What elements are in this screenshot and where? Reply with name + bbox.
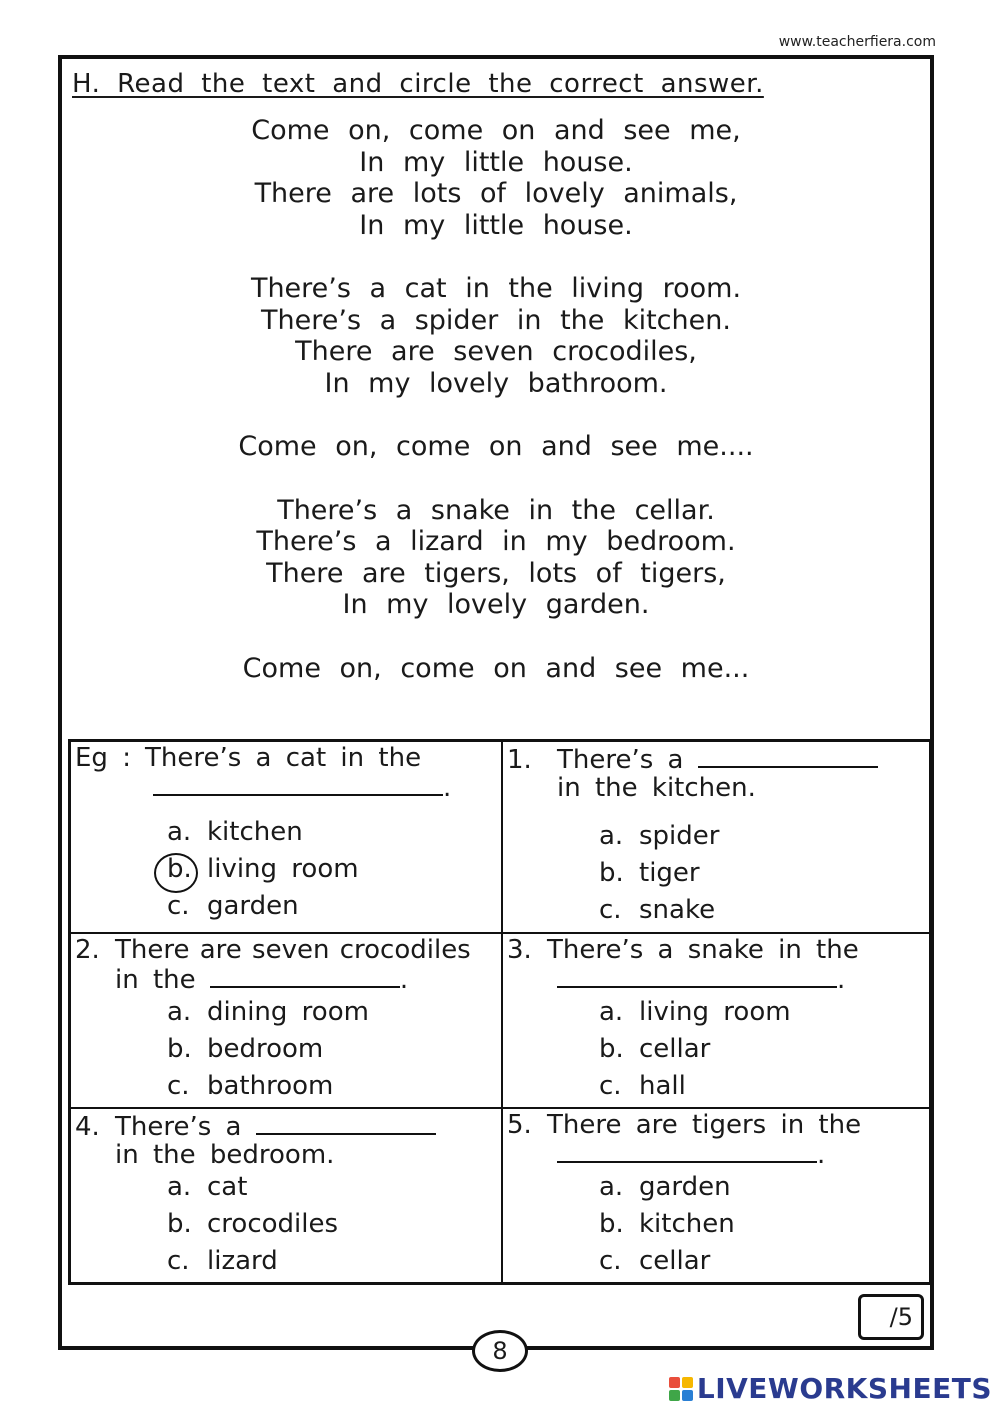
watermark-url: www.teacherfiera.com bbox=[778, 34, 936, 50]
option-letter: b. bbox=[167, 1209, 192, 1239]
option-text: living room bbox=[639, 997, 791, 1027]
option-letter: c. bbox=[167, 1071, 190, 1101]
question-example bbox=[71, 742, 503, 934]
poem-stanza bbox=[62, 273, 930, 399]
poem-stanza bbox=[62, 115, 930, 241]
option-text: cellar bbox=[639, 1034, 711, 1064]
option-text: hall bbox=[639, 1071, 686, 1101]
poem-line: There are tigers, lots of tigers, bbox=[266, 557, 726, 589]
option-letter: a. bbox=[599, 997, 624, 1027]
answer-blank bbox=[557, 964, 837, 988]
option-text: kitchen bbox=[639, 1209, 735, 1239]
option-text: cat bbox=[207, 1172, 248, 1202]
question-stem-end: . bbox=[443, 773, 452, 803]
option-text: bathroom bbox=[207, 1071, 334, 1101]
poem-line: Come on, come on and see me... bbox=[242, 652, 750, 684]
options-list bbox=[167, 814, 359, 925]
answer-blank bbox=[256, 1111, 436, 1135]
question-stem: There are tigers in the bbox=[547, 1110, 862, 1140]
option-letter: c. bbox=[599, 1071, 622, 1101]
worksheet-frame bbox=[58, 55, 934, 1365]
option-letter: a. bbox=[599, 1172, 624, 1202]
answer-blank bbox=[210, 964, 400, 988]
option-letter: b. bbox=[599, 1034, 624, 1064]
answer-blank bbox=[557, 1139, 817, 1163]
option-b[interactable] bbox=[599, 1206, 735, 1243]
option-b[interactable] bbox=[599, 855, 719, 892]
option-a[interactable] bbox=[167, 814, 359, 851]
question-4 bbox=[71, 1109, 503, 1282]
poem-line: Come on, come on and see me.... bbox=[238, 431, 754, 462]
question-stem: There’s a snake in the bbox=[547, 935, 859, 965]
poem-stanza bbox=[62, 495, 930, 621]
options-list bbox=[167, 1169, 338, 1280]
option-c[interactable] bbox=[167, 1068, 369, 1105]
option-b[interactable] bbox=[167, 1031, 369, 1068]
option-a[interactable] bbox=[167, 994, 369, 1031]
question-stem-end: in the bedroom. bbox=[115, 1140, 335, 1170]
question-5 bbox=[503, 1109, 929, 1282]
question-number: 4. bbox=[75, 1112, 100, 1142]
question-text bbox=[507, 744, 923, 802]
option-a[interactable] bbox=[599, 994, 791, 1031]
option-b[interactable] bbox=[599, 1031, 791, 1068]
option-letter: c. bbox=[599, 1246, 622, 1276]
answer-blank bbox=[698, 744, 878, 768]
poem-line: There are lots of lovely animals, bbox=[254, 178, 738, 209]
poem-text bbox=[62, 115, 930, 716]
option-a[interactable] bbox=[167, 1169, 338, 1206]
question-number: Eg : bbox=[75, 743, 131, 773]
option-letter: c. bbox=[167, 891, 190, 921]
options-list bbox=[599, 994, 791, 1105]
question-stem-end: . bbox=[837, 965, 846, 995]
poem-line: There’s a lizard in my bedroom. bbox=[256, 526, 736, 557]
question-text bbox=[75, 1111, 495, 1169]
poem-line: There’s a snake in the cellar. bbox=[277, 494, 715, 526]
option-letter: a. bbox=[167, 997, 192, 1027]
poem-line: In my little house. bbox=[359, 146, 633, 178]
question-stem: There are seven crocodiles bbox=[115, 935, 471, 965]
option-c[interactable] bbox=[167, 888, 359, 925]
question-stem-end: . bbox=[399, 965, 409, 995]
question-text bbox=[75, 936, 495, 994]
logo-grid-icon bbox=[669, 1377, 693, 1401]
option-text: spider bbox=[639, 821, 720, 851]
option-letter: b. bbox=[167, 1034, 192, 1064]
option-b[interactable] bbox=[167, 1206, 338, 1243]
option-a[interactable] bbox=[599, 818, 719, 855]
option-text: dining room bbox=[207, 997, 369, 1027]
options-list bbox=[599, 1169, 735, 1280]
option-c[interactable] bbox=[599, 1068, 791, 1105]
option-text: crocodiles bbox=[207, 1209, 339, 1239]
question-2 bbox=[71, 934, 503, 1109]
question-number: 1. bbox=[507, 745, 532, 775]
option-letter: c. bbox=[599, 895, 622, 925]
poem-refrain bbox=[62, 431, 930, 463]
option-letter: a. bbox=[599, 821, 624, 851]
option-text: tiger bbox=[639, 858, 700, 888]
questions-grid bbox=[68, 739, 932, 1285]
poem-line: In my lovely bathroom. bbox=[324, 367, 668, 399]
question-number: 2. bbox=[75, 935, 100, 965]
options-list bbox=[167, 994, 369, 1105]
poem-line: In my lovely garden. bbox=[342, 589, 650, 620]
question-3 bbox=[503, 934, 929, 1109]
brand-name: LIVEWORKSHEETS bbox=[696, 1372, 992, 1405]
option-a[interactable] bbox=[599, 1169, 735, 1206]
option-letter: a. bbox=[167, 1172, 192, 1202]
option-text: kitchen bbox=[207, 817, 303, 847]
instruction-heading: H. Read the text and circle the correct answer. bbox=[72, 69, 764, 99]
question-stem-mid: in the bbox=[115, 965, 196, 995]
poem-refrain bbox=[62, 653, 930, 685]
score-box: /5 bbox=[858, 1294, 924, 1340]
question-1 bbox=[503, 742, 929, 934]
question-text bbox=[507, 1111, 923, 1169]
poem-line: There’s a spider in the kitchen. bbox=[261, 304, 731, 336]
question-stem: There’s a bbox=[115, 1112, 242, 1142]
circled-answer: b. bbox=[167, 851, 207, 888]
option-letter: b. bbox=[599, 858, 624, 888]
option-c[interactable] bbox=[599, 1243, 735, 1280]
poem-line: Come on, come on and see me, bbox=[251, 115, 741, 146]
option-text: cellar bbox=[639, 1246, 711, 1276]
option-text: garden bbox=[639, 1172, 731, 1202]
question-text bbox=[507, 936, 923, 994]
question-number: 3. bbox=[507, 935, 532, 965]
option-c[interactable] bbox=[167, 1243, 338, 1280]
question-stem: There’s a bbox=[557, 745, 684, 775]
option-letter: c. bbox=[167, 1246, 190, 1276]
question-stem-end: . bbox=[817, 1140, 826, 1170]
question-number: 5. bbox=[507, 1110, 532, 1140]
poem-line: There are seven crocodiles, bbox=[295, 336, 697, 367]
poem-line: In my little house. bbox=[359, 209, 633, 241]
answer-blank bbox=[153, 772, 443, 796]
option-text: snake bbox=[639, 895, 716, 925]
option-c[interactable] bbox=[599, 892, 719, 929]
option-text: bedroom bbox=[207, 1034, 324, 1064]
option-text: living room bbox=[207, 854, 359, 884]
option-letter: b. bbox=[599, 1209, 624, 1239]
page-number: 8 bbox=[472, 1330, 528, 1372]
option-b-selected[interactable] bbox=[167, 851, 359, 888]
option-text: lizard bbox=[207, 1246, 278, 1276]
question-stem: There’s a cat in the bbox=[145, 743, 422, 773]
poem-line: There’s a cat in the living room. bbox=[250, 273, 742, 304]
liveworksheets-logo bbox=[669, 1372, 992, 1405]
question-stem-end: in the kitchen. bbox=[557, 773, 756, 803]
question-text bbox=[75, 744, 495, 802]
options-list bbox=[599, 818, 719, 929]
option-letter: a. bbox=[167, 817, 192, 847]
option-text: garden bbox=[207, 891, 299, 921]
